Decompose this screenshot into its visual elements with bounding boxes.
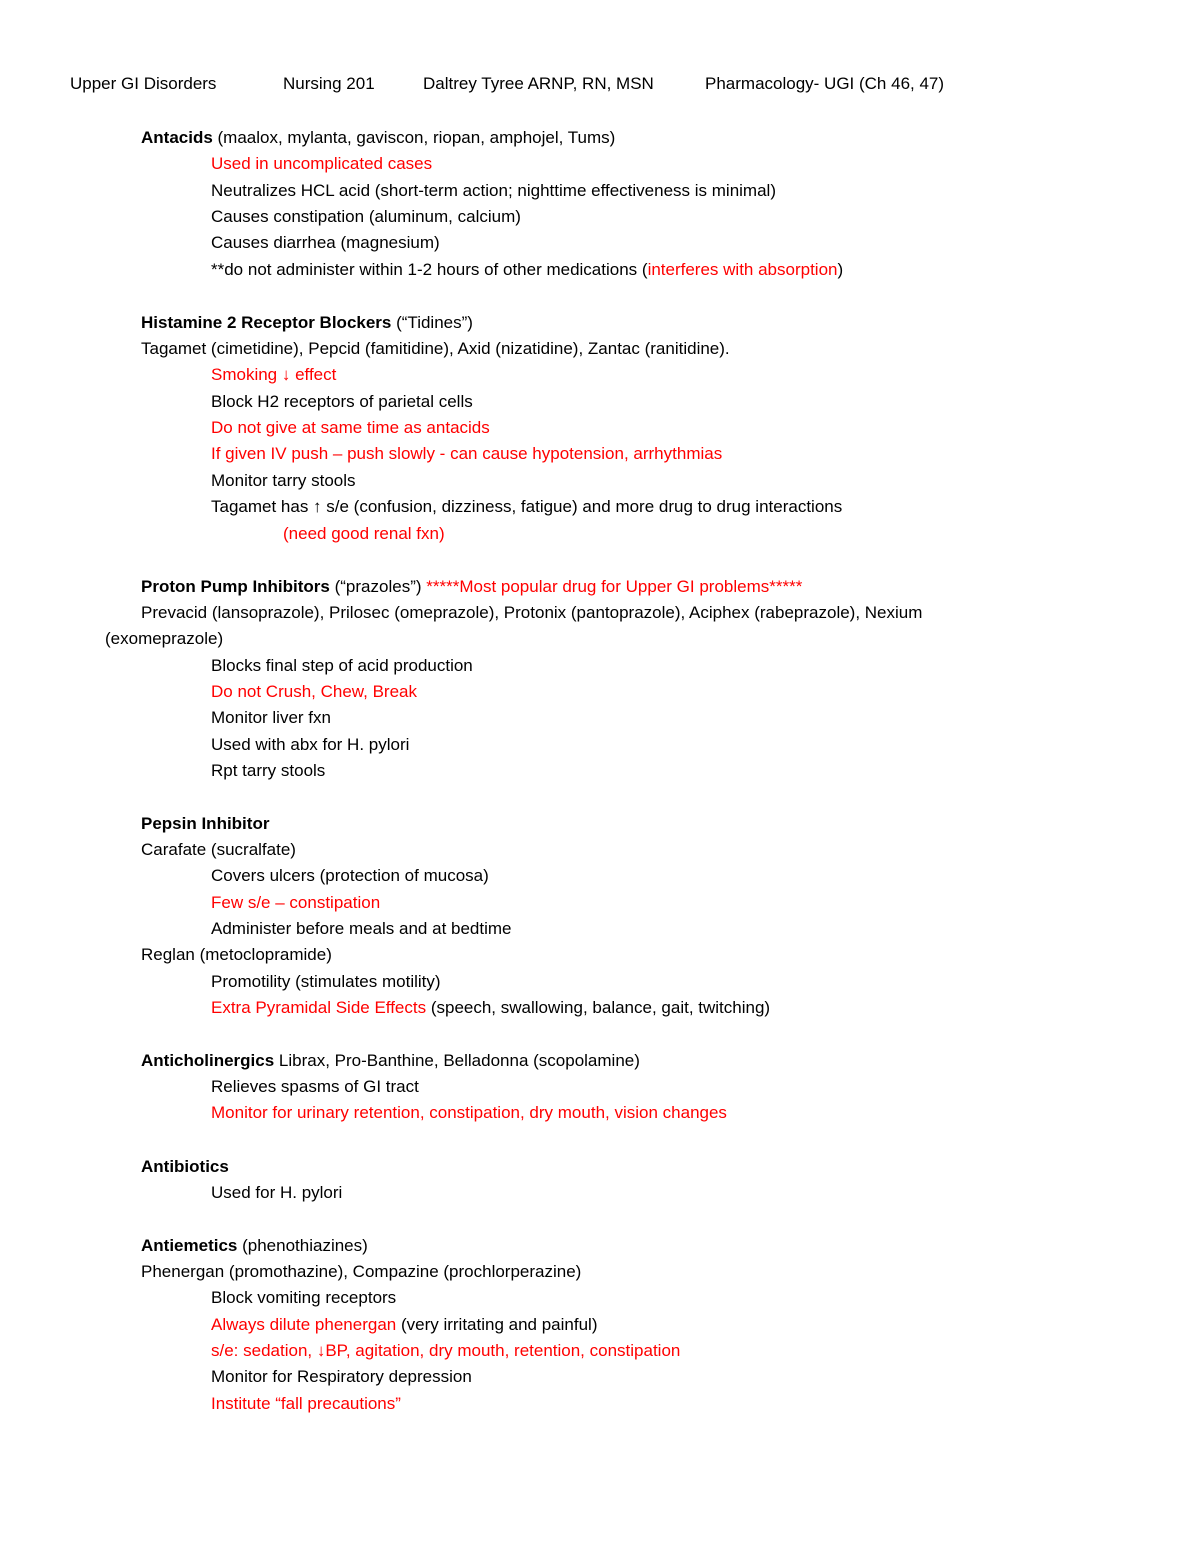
h2-item: Do not give at same time as antacids (211, 418, 490, 437)
ppi-heading-red: *****Most popular drug for Upper GI problems***** (426, 577, 803, 596)
h2-item: Tagamet has ↑ s/e (confusion, dizziness, fatigue) and more drug to drug interactions (211, 497, 843, 516)
pepsin-eps-red: Extra Pyramidal Side Effects (211, 998, 427, 1017)
ppi-heading-line (141, 576, 802, 598)
ppi-heading: Proton Pump Inhibitors (141, 577, 330, 596)
header-topic: Upper GI Disorders (70, 74, 217, 93)
antiemetics-monitor: Monitor for Respiratory depression (211, 1367, 472, 1386)
pepsin-heading: Pepsin Inhibitor (141, 814, 270, 833)
pepsin-item: Few s/e – constipation (211, 893, 381, 912)
antiemetics-drugs: Phenergan (promothazine), Compazine (prochlorperazine) (141, 1262, 582, 1281)
anticholinergics-heading-note: Librax, Pro-Banthine, Belladonna (scopolamine) (274, 1051, 640, 1070)
pepsin-item: Administer before meals and at bedtime (211, 919, 512, 938)
anticholinergics-item: Monitor for urinary retention, constipation, dry mouth, vision changes (211, 1103, 727, 1122)
antiemetics-item: Block vomiting receptors (211, 1288, 397, 1307)
antiemetics-dilute-note: (very irritating and painful) (396, 1315, 598, 1334)
ppi-drugs-line2: (exomeprazole) (105, 629, 224, 648)
pepsin-item: Covers ulcers (protection of mucosa) (211, 866, 489, 885)
antacids-heading-line (141, 127, 615, 149)
anticholinergics-item: Relieves spasms of GI tract (211, 1077, 419, 1096)
antacids-warning (211, 259, 843, 281)
antiemetics-fall: Institute “fall precautions” (211, 1394, 401, 1413)
h2-item: (need good renal fxn) (283, 524, 445, 543)
antacids-item: Used in uncomplicated cases (211, 154, 433, 173)
pepsin-eps-note: (speech, swallowing, balance, gait, twitching) (426, 998, 771, 1017)
header-course: Nursing 201 (283, 74, 375, 93)
antibiotics-heading: Antibiotics (141, 1157, 229, 1176)
header-subject: Pharmacology- UGI (Ch 46, 47) (705, 74, 945, 93)
ppi-item: Do not Crush, Chew, Break (211, 682, 417, 701)
h2-item: Block H2 receptors of parietal cells (211, 392, 473, 411)
antacids-warning-red: interferes with absorption (647, 260, 838, 279)
ppi-heading-note: (“prazoles”) (329, 577, 427, 596)
pepsin-eps-line (211, 997, 770, 1019)
header-instructor: Daltrey Tyree ARNP, RN, MSN (423, 74, 654, 93)
ppi-item: Used with abx for H. pylori (211, 735, 410, 754)
antacids-item: Causes constipation (aluminum, calcium) (211, 207, 521, 226)
h2-heading: Histamine 2 Receptor Blockers (141, 313, 392, 332)
antacids-item: Causes diarrhea (magnesium) (211, 233, 440, 252)
h2-drugs: Tagamet (cimetidine), Pepcid (famitidine), Axid (nizatidine), Zantac (ranitidine). (141, 339, 730, 358)
antiemetics-heading-note: (phenothiazines) (237, 1236, 368, 1255)
antacids-item: Neutralizes HCL acid (short-term action; nighttime effectiveness is minimal) (211, 181, 776, 200)
antibiotics-item: Used for H. pylori (211, 1183, 343, 1202)
pepsin-drug1: Carafate (sucralfate) (141, 840, 296, 859)
antiemetics-se: s/e: sedation, ↓BP, agitation, dry mouth, retention, constipation (211, 1341, 681, 1360)
h2-heading-note: (“Tidines”) (391, 313, 473, 332)
antiemetics-heading-line (141, 1235, 368, 1257)
anticholinergics-heading-line (141, 1050, 640, 1072)
antacids-warning-prefix: **do not administer within 1-2 hours of other medications ( (211, 260, 648, 279)
h2-item: If given IV push – push slowly - can cause hypotension, arrhythmias (211, 444, 723, 463)
ppi-drugs-line1: Prevacid (lansoprazole), Prilosec (omeprazole), Protonix (pantoprazole), Aciphex (rabeprazole), Nexium (141, 603, 923, 622)
ppi-item: Blocks final step of acid production (211, 656, 473, 675)
antiemetics-dilute-line (211, 1314, 598, 1336)
ppi-item: Monitor liver fxn (211, 708, 331, 727)
h2-heading-line (141, 312, 473, 334)
antacids-heading-note: (maalox, mylanta, gaviscon, riopan, amphojel, Tums) (212, 128, 616, 147)
antacids-warning-suffix: ) (837, 260, 844, 279)
antiemetics-dilute-red: Always dilute phenergan (211, 1315, 397, 1334)
pepsin-drug2: Reglan (metoclopramide) (141, 945, 332, 964)
antiemetics-heading: Antiemetics (141, 1236, 238, 1255)
h2-item: Monitor tarry stools (211, 471, 356, 490)
h2-item: Smoking ↓ effect (211, 365, 337, 384)
antacids-heading: Antacids (141, 128, 213, 147)
ppi-item: Rpt tarry stools (211, 761, 326, 780)
pepsin-item: Promotility (stimulates motility) (211, 972, 441, 991)
anticholinergics-heading: Anticholinergics (141, 1051, 275, 1070)
